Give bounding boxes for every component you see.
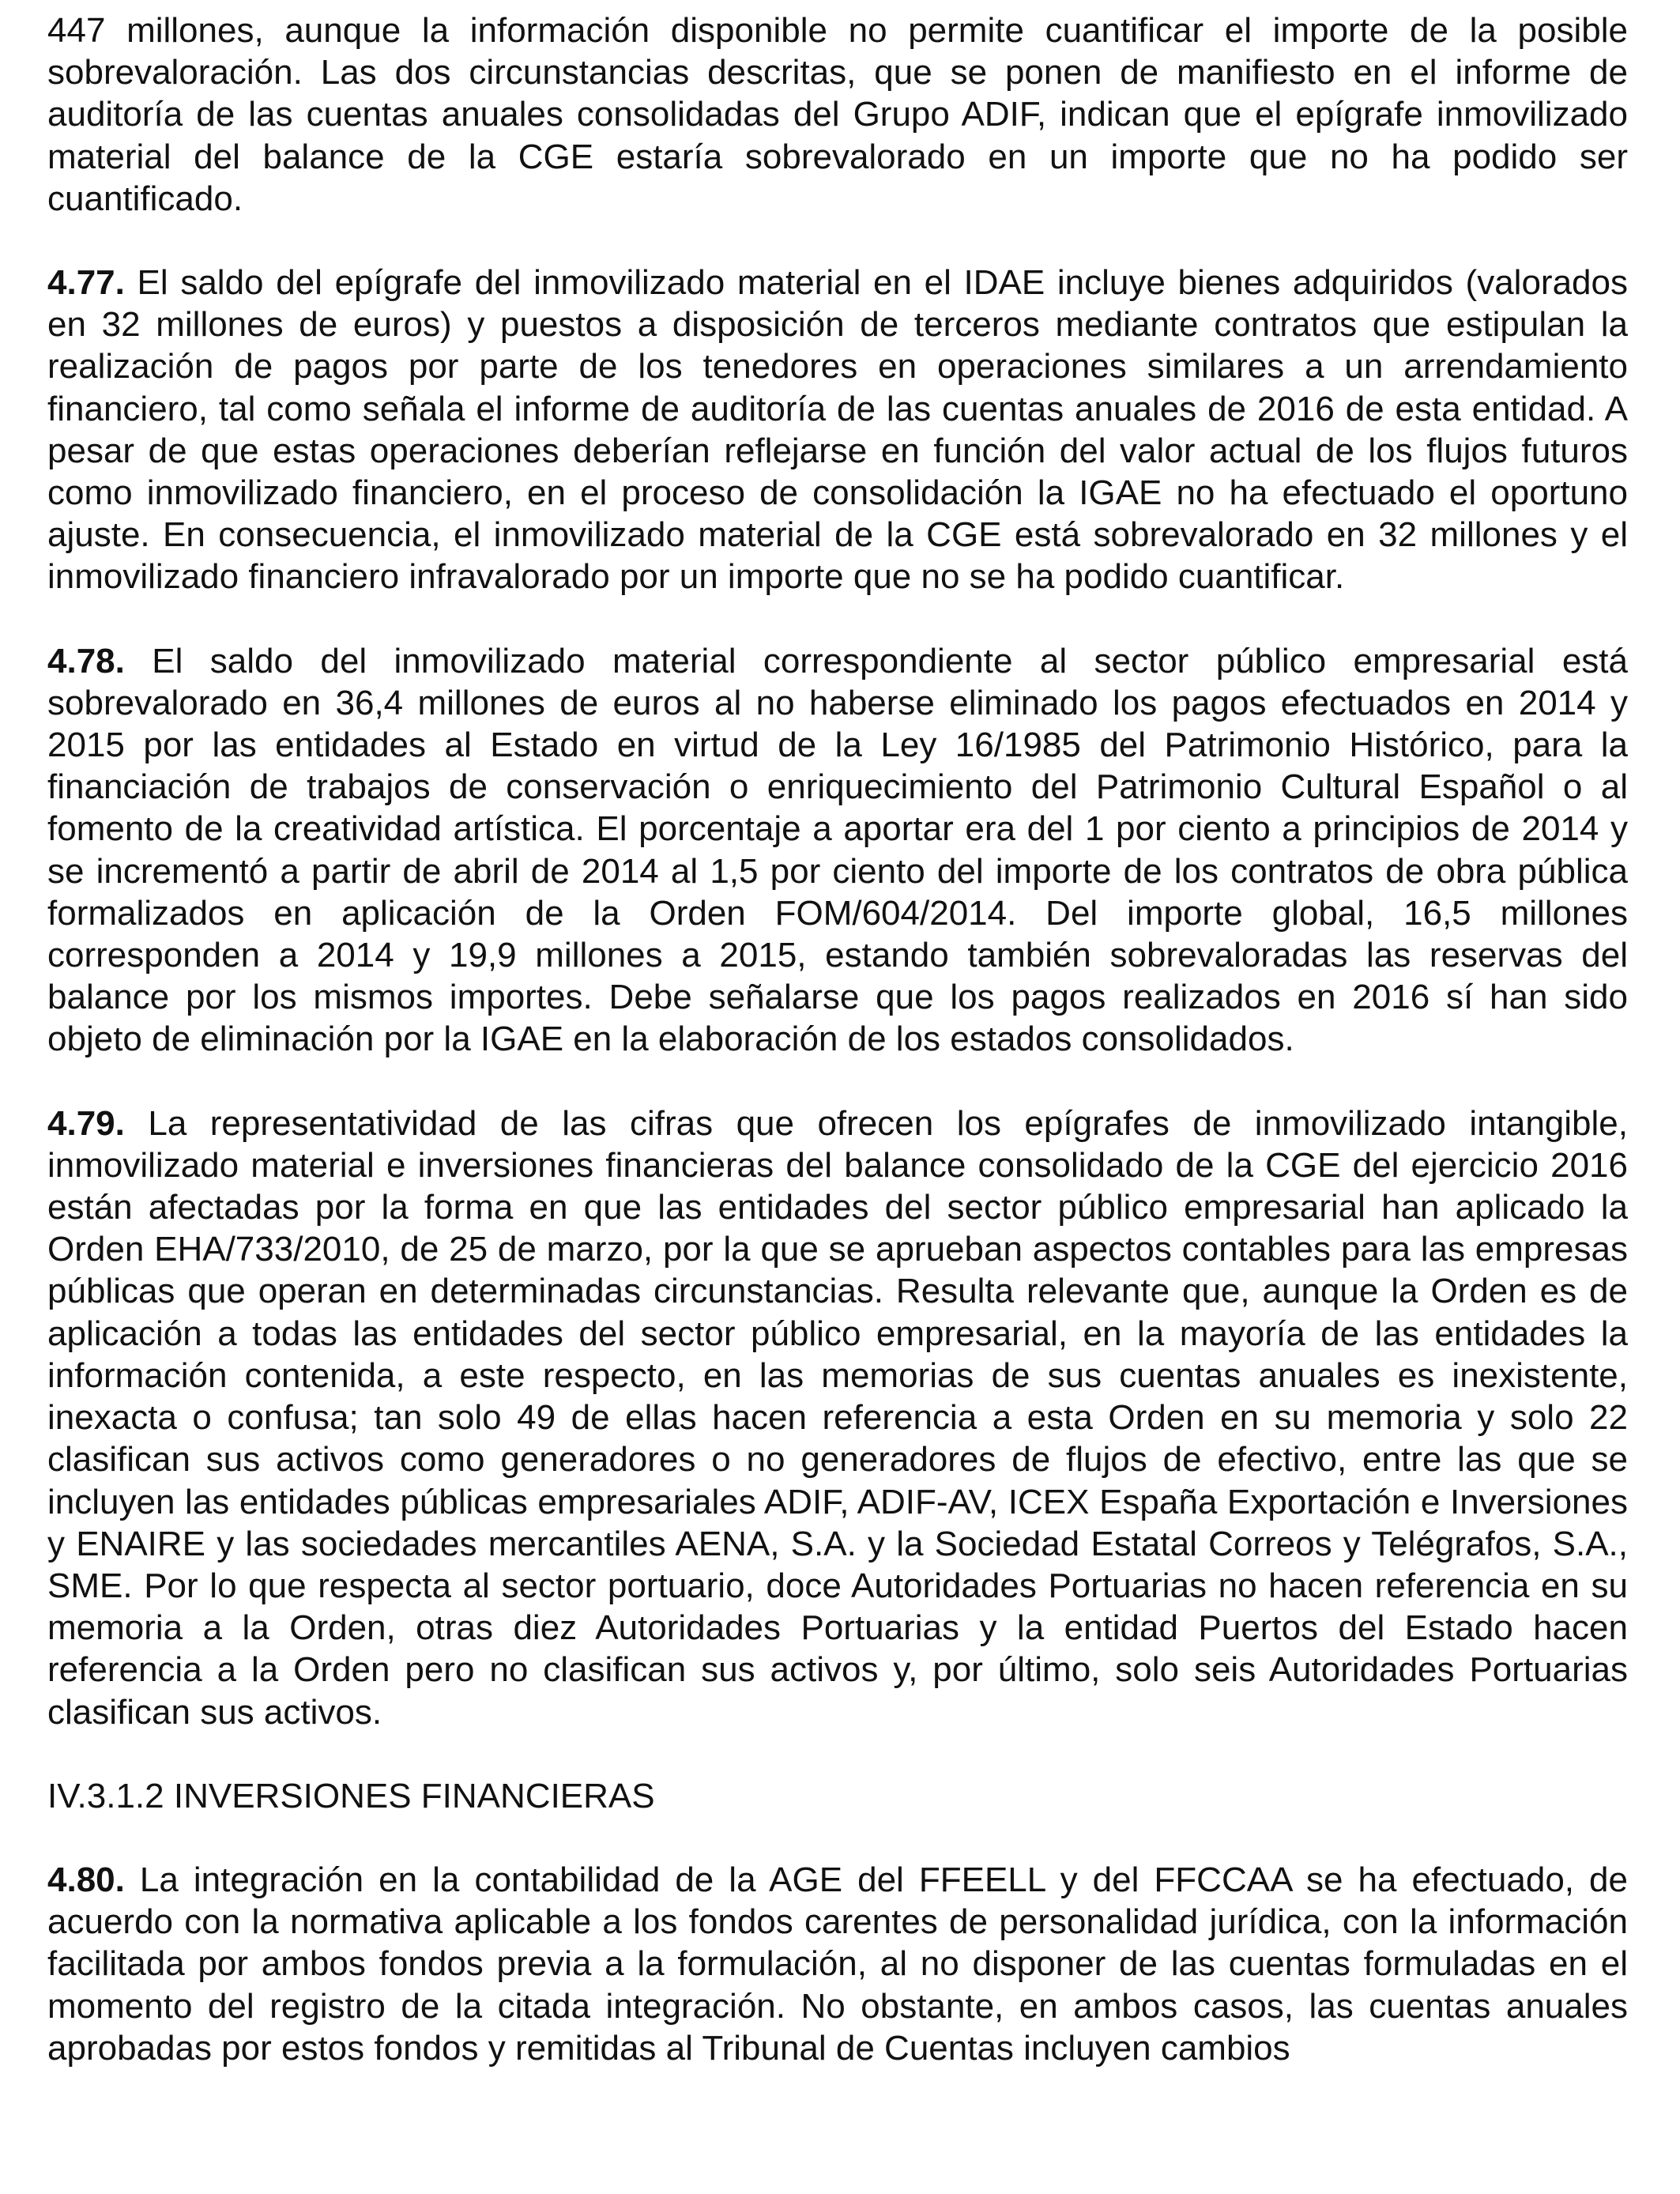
paragraph-text: La representatividad de las cifras que ofrecen los epígrafes de inmovilizado intangible, inmovilizado material e inversiones financieras del balance consolidado de la CGE del ejercicio 2016 están afectadas por la forma en que las entidades del sector público empresarial han aplicado la Orden EHA/733/2010, de 25 de marzo, por la que se aprueban aspectos contables para las empresas públicas que operan en determinadas circunstancias. Resulta relevante que, aunque la Orden es de aplicación a todas las entidades del sector público empresarial, en la mayoría de las entidades la información contenida, a este respecto, en las memorias de sus cuentas anuales es inexistente, inexacta o confusa; tan solo 49 de ellas hacen referencia a esta Orden en su memoria y solo 22 clasifican sus activos como generadores o no generadores de flujos de efectivo, entre las que se incluyen las entidades públicas empresariales ADIF, ADIF-AV, ICEX España Exportación e Inversiones y ENAIRE y las sociedades mercantiles AENA, S.A. y la Sociedad Estatal Correos y Telégrafos, S.A., SME. Por lo que respecta al sector portuario, doce Autoridades Portuarias no hacen referencia en su memoria a la Orden, otras diez Autoridades Portuarias y la entidad Puertos del Estado hacen referencia a la Orden pero no clasifican sus activos y, por último, solo seis Autoridades Portuarias clasifican sus activos. (47, 1103, 1628, 1732)
paragraph-4-78 (47, 640, 1628, 1061)
paragraph-number: 4.79. (47, 1103, 125, 1143)
paragraph-text: El saldo del epígrafe del inmovilizado material en el IDAE incluye bienes adquiridos (valorados en 32 millones de euros) y puestos a disposición de terceros mediante contratos que estipulan la realización de pagos por parte de los tenedores en operaciones similares a un arrendamiento financiero, tal como señala el informe de auditoría de las cuentas anuales de 2016 de esta entidad. A pesar de que estas operaciones deberían reflejarse en función del valor actual de los flujos futuros como inmovilizado financiero, en el proceso de consolidación la IGAE no ha efectuado el oportuno ajuste. En consecuencia, el inmovilizado material de la CGE está sobrevalorado en 32 millones y el inmovilizado financiero infravalorado por un importe que no se ha podido cuantificar. (47, 263, 1628, 597)
paragraph-4-80 (47, 1859, 1628, 2069)
paragraph-4-79 (47, 1103, 1628, 1733)
document-page (47, 9, 1628, 2069)
paragraph-text: La integración en la contabilidad de la AGE del FFEELL y del FFCCAA se ha efectuado, de acuerdo con la normativa aplicable a los fondos carentes de personalidad jurídica, con la información facilitada por ambos fondos previa a la formulación, al no disponer de las cuentas formuladas en el momento del registro de la citada integración. No obstante, en ambos casos, las cuentas anuales aprobadas por estos fondos y remitidas al Tribunal de Cuentas incluyen cambios (47, 1860, 1628, 2068)
paragraph-number: 4.77. (47, 263, 125, 303)
section-heading: IV.3.1.2 INVERSIONES FINANCIERAS (47, 1776, 655, 1815)
paragraph-text: El saldo del inmovilizado material correspondiente al sector público empresarial está sobrevalorado en 36,4 millones de euros al no haberse eliminado los pagos efectuados en 2014 y 2015 por las entidades al Estado en virtud de la Ley 16/1985 del Patrimonio Histórico, para la financiación de trabajos de conservación o enriquecimiento del Patrimonio Cultural Español o al fomento de la creatividad artística. El porcentaje a aportar era del 1 por ciento a principios de 2014 y se incrementó a partir de abril de 2014 al 1,5 por ciento del importe de los contratos de obra pública formalizados en aplicación de la Orden FOM/604/2014. Del importe global, 16,5 millones corresponden a 2014 y 19,9 millones a 2015, estando también sobrevaloradas las reservas del balance por los mismos importes. Debe señalarse que los pagos realizados en 2016 sí han sido objeto de eliminación por la IGAE en la elaboración de los estados consolidados. (47, 641, 1628, 1059)
paragraph-text: 447 millones, aunque la información disponible no permite cuantificar el importe de la posible sobrevaloración. Las dos circunstancias descritas, que se ponen de manifiesto en el informe de auditoría de las cuentas anuales consolidadas del Grupo ADIF, indican que el epígrafe inmovilizado material del balance de la CGE estaría sobrevalorado en un importe que no ha podido ser cuantificado. (47, 11, 1628, 218)
paragraph-continuation (47, 9, 1628, 220)
paragraph-number: 4.80. (47, 1860, 125, 1899)
paragraph-number: 4.78. (47, 641, 125, 680)
paragraph-4-77 (47, 262, 1628, 598)
